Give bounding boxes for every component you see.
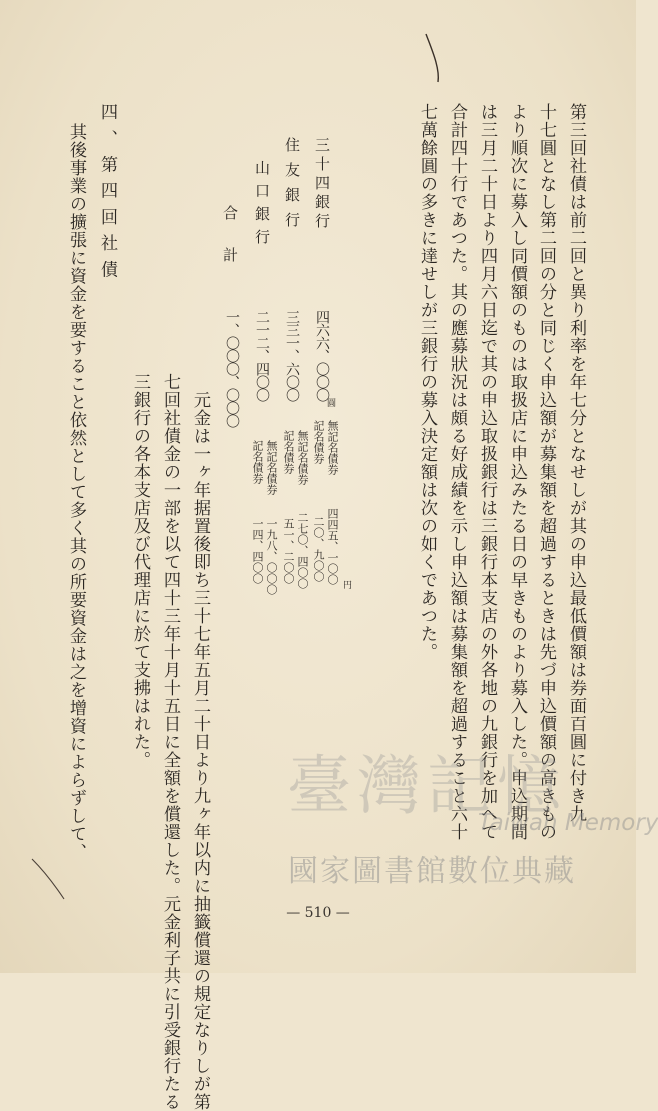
table-note-3b: 記名債券	[251, 440, 264, 484]
table-bank-1: 三十四銀行	[313, 137, 331, 232]
table-note-2a: 無記名債券	[296, 430, 309, 485]
table-amount-1: 四六六、〇〇〇	[314, 310, 330, 401]
body-column-6: 七萬餘圓の多きに達せしが三銀行の募入決定額は次の如くであつた。	[417, 103, 437, 661]
table-amount-total: 一、〇〇〇、〇〇〇	[224, 310, 240, 427]
table-sub-3a: 一九八、〇〇〇	[265, 518, 278, 595]
body-column-1: 第三回社債は前二回と異り利率を年七分となせしが其の申込最低價額は券面百圓に付き九	[566, 103, 586, 823]
table-amount-2: 三三一、六〇〇	[284, 310, 300, 401]
table-amount-3: 二一二、四〇〇	[254, 310, 270, 401]
table-sub-2a: 二七〇、四〇〇	[296, 512, 309, 589]
body-column-2: 十七圓となし第二回の分と同じく申込額が募集額を超過するときは先づ申込價額の高きもの	[536, 103, 556, 841]
after-column-2: 七回社債金の一部を以て四十三年十月十五日に全額を償還した。元金利子共に引受銀行たる	[160, 373, 180, 1111]
after-column-1: 元金は一ヶ年据置後即ち三十七年五月二十日より九ヶ年以内に抽籤償還の規定なりしが第	[190, 391, 210, 1111]
table-sub-3b: 一四、四〇〇	[251, 518, 264, 584]
section-heading: 四、第四回社債	[97, 103, 117, 287]
table-sub-1a: 四四五、一〇〇	[326, 508, 339, 585]
after-column-3: 三銀行の各本支店及び代理店に於て支拂はれた。	[130, 373, 150, 769]
watermark-chinese: 國家圖書館數位典藏	[288, 854, 576, 889]
watermark-english: Taiwan Memory	[478, 810, 658, 836]
table-bank-2: 住友銀行	[283, 137, 301, 237]
table-sub-unit: 円	[341, 580, 351, 589]
table-note-1a: 無記名債券	[326, 420, 339, 475]
table-note-2b: 記名債券	[282, 430, 295, 474]
table-note-1b: 記名債券	[312, 420, 325, 464]
section-column-1: 其後事業の擴張に資金を要すること依然として多く其の所要資金は之を增資によらずして、	[66, 123, 86, 861]
table-unit-yen: 圓	[325, 398, 335, 407]
scan-hair-mark-2	[28, 855, 68, 905]
table-note-3a: 無記名債券	[265, 440, 278, 495]
table-bank-3: 山口銀行	[253, 160, 271, 252]
body-column-5: 合計四十行であつた。其の應募狀況は頗る好成績を示し申込額は募集額を超過すること六十	[447, 103, 467, 841]
body-column-4: は三月二十日より四月六日迄で其の申込取扱銀行は三銀行本支店の外各地の九銀行を加へて	[477, 103, 497, 841]
watermark-logo: 臺灣記憶	[287, 750, 567, 824]
table-sub-2b: 五一、二〇〇	[282, 518, 295, 584]
body-column-3: より順次に募入し同價額のものは取扱店に申込みたる日の早きものより募入した。申込期間	[507, 103, 527, 841]
scan-hair-mark	[418, 30, 448, 85]
table-sub-1b: 二〇、九〇〇	[312, 516, 325, 582]
table-bank-total: 合 計	[221, 205, 239, 268]
page-number: — 510 —	[286, 905, 350, 921]
